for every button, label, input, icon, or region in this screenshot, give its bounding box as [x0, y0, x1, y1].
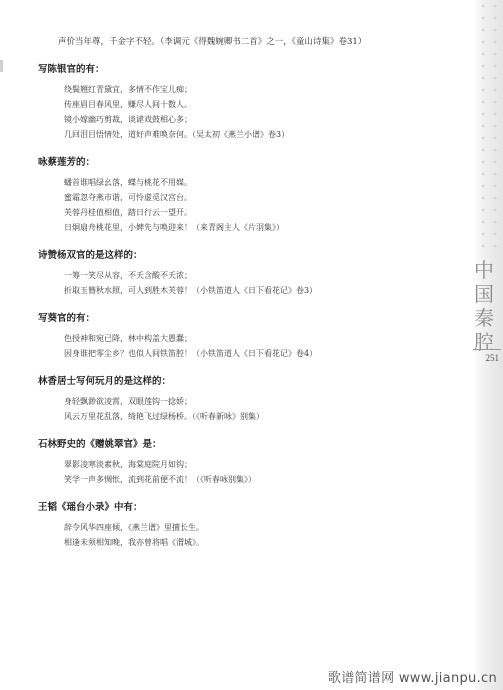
section-heading: 王韬《瑶台小录》中有： — [38, 502, 143, 513]
section — [38, 375, 458, 424]
poem-line: 折取玉簪秋水照，可人到胜木芙蓉！（小铁笛道人《日下看花记》卷3） — [64, 286, 318, 295]
poem-line: 身轻飘渺欲凌霄，双眼莲钩一捻娇； — [64, 397, 192, 406]
section — [38, 249, 458, 298]
poem-line: 风云万里花乱落，绮艳飞过绿杨桥。（《听春新咏》别集） — [64, 412, 264, 421]
page-number-rule — [473, 349, 501, 350]
side-book-title — [471, 258, 497, 354]
poem-line: 蟠首谁唱绿幺落，蝶与桃花不用媒。 — [64, 178, 192, 187]
side-title-char: 中 — [474, 258, 494, 282]
side-title-char: 秦 — [474, 306, 494, 330]
margin-pattern — [477, 0, 501, 250]
section-heading: 写葵官的有： — [38, 313, 96, 324]
poem-line: 因身谁把零尘乡？也似人间铁笛腔！（小铁笛道人《日下看花记》卷4） — [64, 349, 318, 358]
poem-line: 一筹一笑尽从容，不夭含酸不夭浓； — [64, 271, 192, 280]
section — [38, 501, 458, 550]
section-heading: 诗赞杨双官的是这样的： — [38, 250, 143, 261]
poem-line: 日炯扇舟桃花里，小婢先与唤迎来！（来青阁主人《片羽集》） — [64, 223, 284, 232]
left-edge-mark — [0, 60, 3, 72]
section — [38, 63, 458, 142]
page-number: 251 — [485, 353, 499, 363]
poem-line: 翠影凌寒淡素秋，海棠庭院月如钩； — [64, 460, 192, 469]
section — [38, 156, 458, 235]
poem-line: 蜜霜忽夺燕市谐，可怜虚觅汉宫台。 — [64, 193, 192, 202]
page-body — [38, 36, 458, 550]
poem-line: 镜小嫁幽巧剪裁，谈谑戏鼓相心多； — [64, 115, 192, 124]
side-title-char: 腔 — [474, 330, 494, 354]
section-heading: 咏蔡莲芳的： — [38, 157, 96, 168]
poem-line: 辞令风华四座倾，《燕兰谱》里擅长生。 — [64, 523, 204, 532]
poem-line: 绕鬓翘红青黛宜，多情不作宝儿痴； — [64, 85, 192, 94]
poem-line: 几回泪目悟情处，道好声难唤奈何。（吴太初《燕兰小谱》卷3） — [64, 130, 290, 139]
poem-line: 芙蓉丹桂值相值，踏日行云一望开。 — [64, 208, 192, 217]
poem-line: 色授神和宛已降，林中构盖大愚蠢； — [64, 334, 192, 343]
section-heading: 林香居士写何玩月的是这样的： — [38, 376, 172, 387]
section — [38, 438, 458, 487]
poem-line: 传座眉目春风里，赚尽人间十数人。 — [64, 100, 192, 109]
site-watermark: 歌谱简谱网 www.jianpu.cn — [327, 671, 497, 686]
poem-line: 笑学一声多惆怅，流到花前便不流！（《听春咏别集》） — [64, 475, 256, 484]
side-title-char: 国 — [474, 282, 494, 306]
section — [38, 312, 458, 361]
intro-line: 声价当年尊，千金字不轻。（李调元《得魏婉卿书二首》之一，《童山诗集》卷31） — [58, 37, 367, 47]
section-heading: 石林野史的《赠姚翠官》是： — [38, 439, 162, 450]
poem-line: 相逢未须相知晚，我亦曾将唱《渭城》。 — [64, 538, 204, 547]
section-heading: 写陈银官的有： — [38, 64, 105, 75]
